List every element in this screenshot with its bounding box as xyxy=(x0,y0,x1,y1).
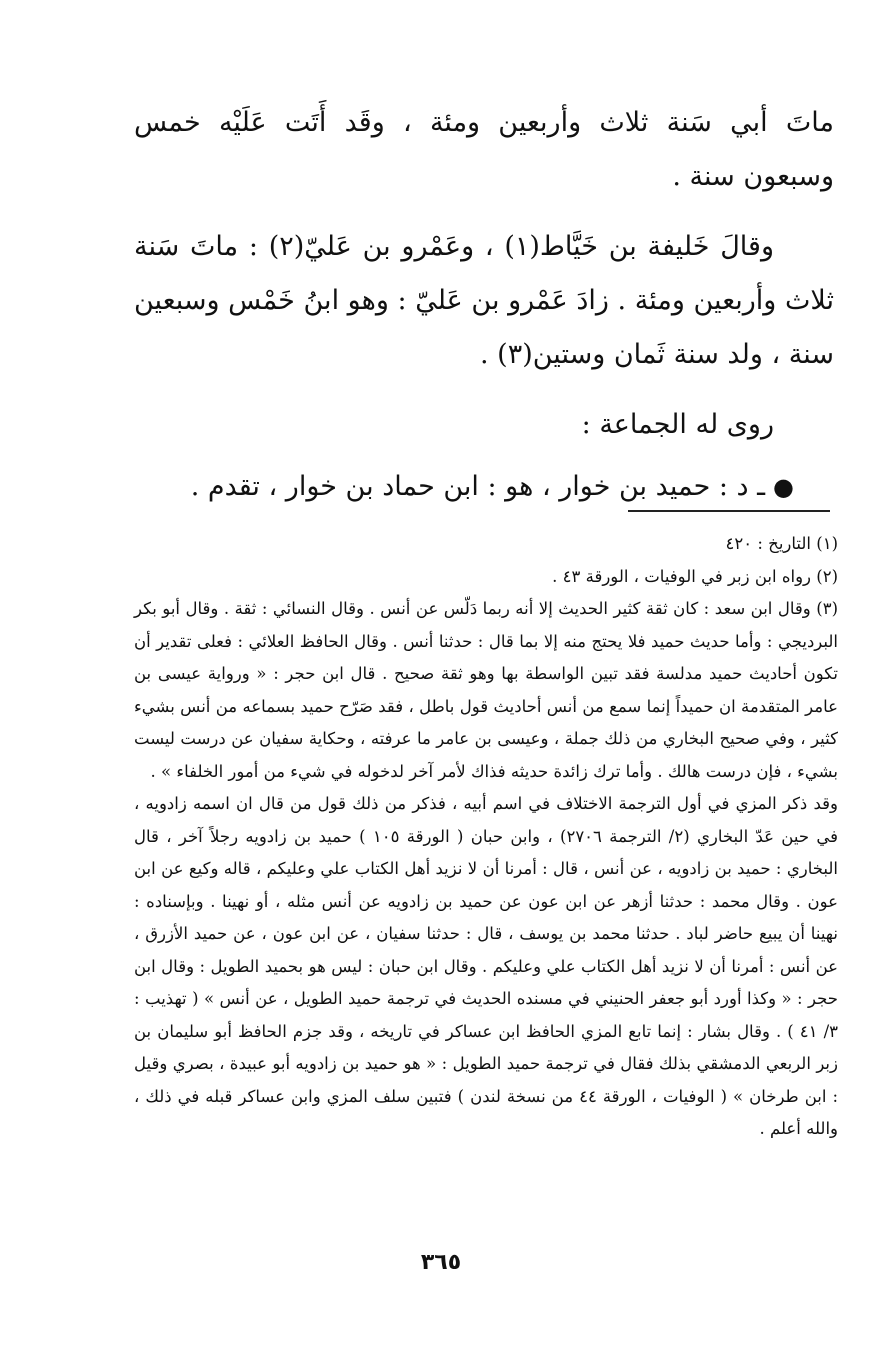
footnote-3: (٣) وقال ابن سعد : كان ثقة كثير الحديث إلا أنه ربما دَلّس عن أنس . وقال النسائي : ثقة . وقال أبو بكر البرديجي : وأما حديث حميد فلا يحتج منه إلا بما قال : حدثنا أنس . وقال الحافظ العلائي : فعلى تقدير أن تكون أحاديث حميد مدلسة فقد تبين الواسطة بها وهو ثقة صحيح . قال ابن حجر : « ورواية عيسى بن عامر المتقدمة ان حميداً إنما سمع من أنس أحاديث قول باطل ، فقد صَرّح حميد بسماعه من أنس بشيء كثير ، وفي صحيح البخاري من ذلك جملة ، وعيسى بن عامر ما عرفته ، وحكاية سفيان عن درست ليست بشيء ، فإن درست هالك . وأما ترك زائدة حديثه فذاك لأمر آخر لدخوله في شيء من أمور الخلفاء » . xyxy=(134,599,838,781)
main-text xyxy=(134,96,834,514)
main-paragraph-4 xyxy=(134,460,834,514)
footnote-2: (٢) رواه ابن زبر في الوفيات ، الورقة ٤٣ . xyxy=(552,566,838,586)
main-paragraph-3: روى له الجماعة : xyxy=(581,409,774,440)
footnote-divider xyxy=(628,510,830,512)
bullet-icon: ● xyxy=(773,473,794,501)
footnote-1: (١) التاريخ : ٤٢٠ xyxy=(725,534,838,553)
main-paragraph-4-text: ـ د : حميد بن خوار ، هو : ابن حماد بن خوار ، تقدم . xyxy=(190,471,766,502)
main-paragraph-1: ماتَ أبي سَنة ثلاث وأربعين ومئة ، وقَد أَتَت عَلَيْه خمس وسبعون سنة . xyxy=(134,107,834,192)
footnote-3-continuation: وقد ذكر المزي في أول الترجمة الاختلاف في اسم أبيه ، فذكر من ذلك قول من قال ان اسمه زادويه ، في حين عَدّ البخاري (٢/ الترجمة ٢٧٠٦) ، وابن حبان ( الورقة ١٠٥ ) حميد بن زادويه رجلاً آخر ، قال البخاري : حميد بن زادويه ، عن أنس ، قال : أمرنا أن لا نزيد أهل الكتاب علي وعليكم ، قاله وكيع عن ابن عون . وقال محمد : حدثنا أزهر عن ابن عون عن حميد بن زادويه عن أنس مثله ، أو نهينا . وبإسناده : نهينا أن يبيع حاضر لباد . حدثنا محمد بن يوسف ، قال : حدثنا سفيان ، عن ابن عون ، عن حميد الأزرق ، عن أنس : أمرنا أن لا نزيد أهل الكتاب علي وعليكم . وقال ابن حبان : ليس هو بحميد الطويل : وقال ابن حجر : « وكذا أورد أبو جعفر الحنيني في مسنده الحديث في ترجمة حميد الطويل ، عن أنس » ( تهذيب : ٣/ ٤١ ) . وقال بشار : إنما تابع المزي الحافظ ابن عساكر في تاريخه ، وقد جزم الحافظ أبو سليمان بن زبر الربعي الدمشقي بذلك فقال في ترجمة حميد الطويل : « هو حميد بن زادويه أبو عبيدة ، بصري وقيل : ابن طرخان » ( الوفيات ، الورقة ٤٤ من نسخة لندن ) فتبين سلف المزي وابن عساكر قبله في ذلك ، والله أعلم . xyxy=(134,794,838,1138)
main-paragraph-2: وقالَ خَليفة بن خَيَّاط(١) ، وعَمْرو بن عَليّ(٢) : ماتَ سَنة ثلاث وأربعين ومئة . زادَ عَمْرو بن عَليّ : وهو ابنُ خَمْس وسبعين سنة ، ولد سنة ثَمان وستين(٣) . xyxy=(134,231,834,370)
page-number: ٣٦٥ xyxy=(420,1250,462,1275)
footnotes xyxy=(134,528,838,1146)
